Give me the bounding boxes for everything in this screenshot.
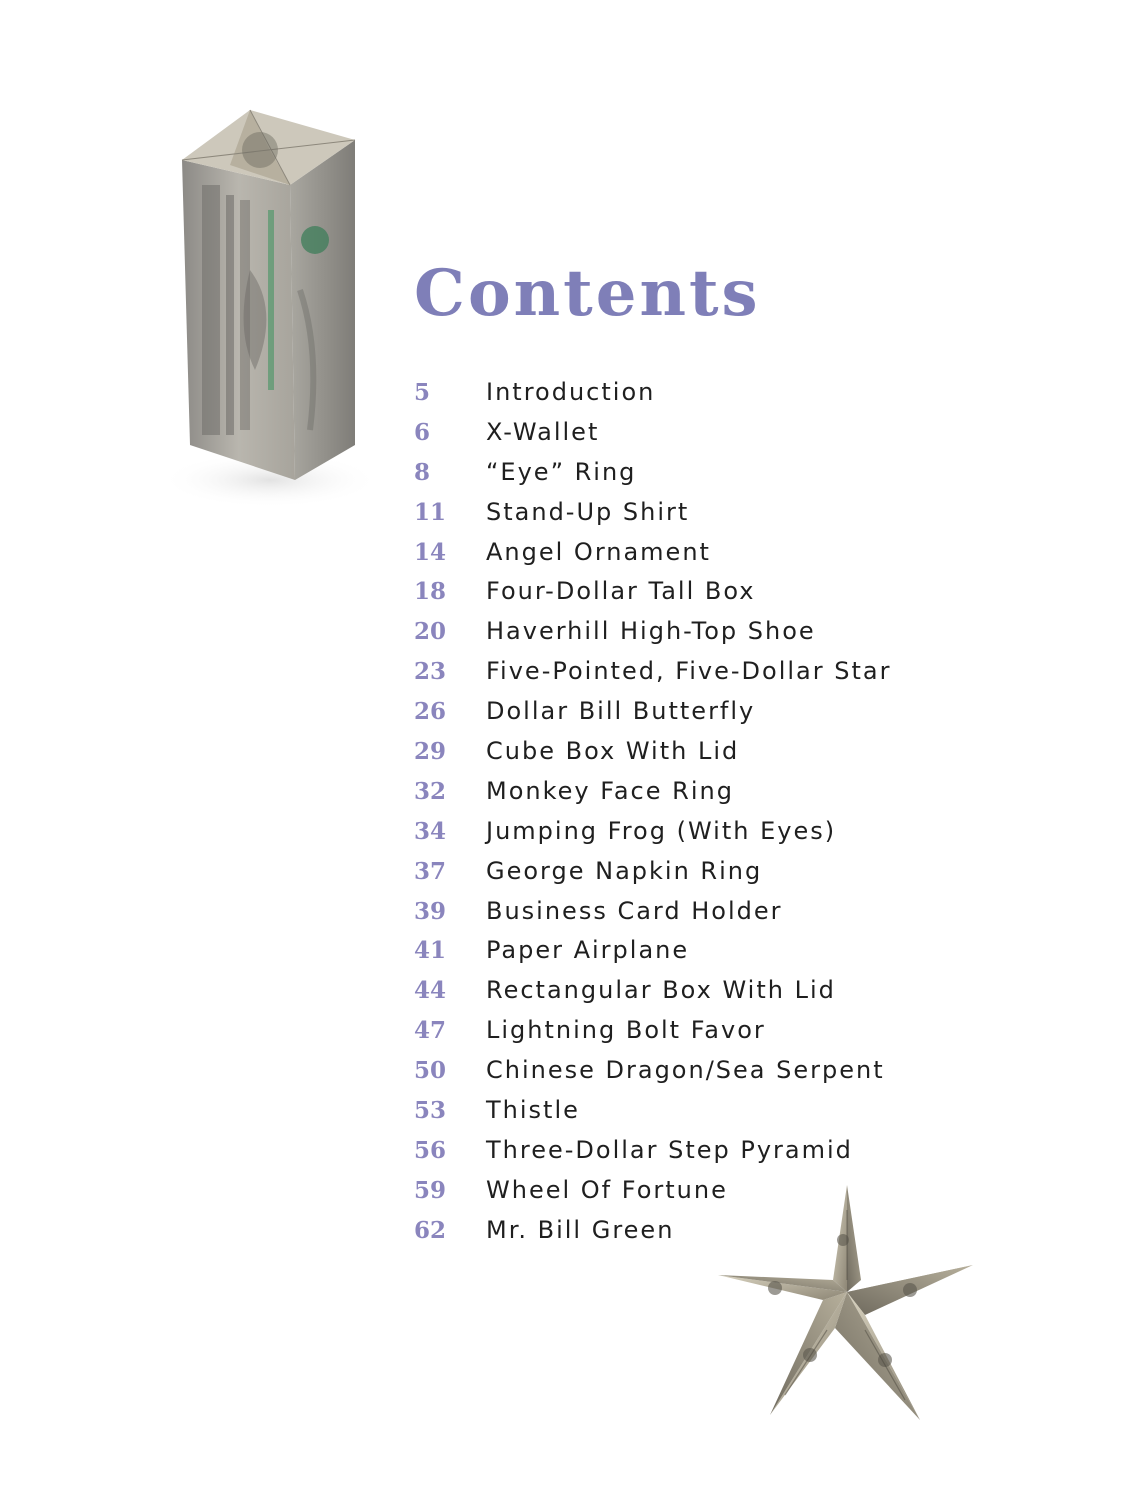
- toc-entry: [414, 931, 1014, 971]
- toc-page-number: 6: [414, 418, 431, 446]
- toc-page-number: 62: [414, 1216, 447, 1244]
- toc-title: Chinese Dragon/Sea Serpent: [486, 1056, 885, 1085]
- toc-title: Stand-Up Shirt: [486, 497, 690, 526]
- page-title: Contents: [414, 256, 761, 331]
- toc-entry: [414, 892, 1014, 932]
- toc-title: Angel Ornament: [486, 537, 711, 566]
- toc-page-number: 11: [414, 498, 447, 526]
- toc-title: Five-Pointed, Five-Dollar Star: [486, 657, 892, 686]
- folded-dollar-star-image: [715, 1180, 980, 1425]
- toc-title: Monkey Face Ring: [486, 776, 734, 805]
- toc-page-number: 50: [414, 1057, 447, 1085]
- toc-title: Haverhill High-Top Shoe: [486, 617, 816, 646]
- toc-entry: [414, 493, 1014, 533]
- toc-entry: [414, 1051, 1014, 1091]
- toc-title: Wheel Of Fortune: [486, 1175, 728, 1204]
- toc-entry: [414, 692, 1014, 732]
- toc-entry: [414, 572, 1014, 612]
- toc-page-number: 59: [414, 1176, 447, 1204]
- toc-page-number: 47: [414, 1017, 447, 1045]
- toc-title: Paper Airplane: [486, 936, 690, 965]
- toc-title: Jumping Frog (With Eyes): [486, 816, 837, 845]
- toc-page-number: 23: [414, 658, 447, 686]
- toc-title: George Napkin Ring: [486, 856, 763, 885]
- toc-title: Dollar Bill Butterfly: [486, 697, 756, 726]
- toc-entry: [414, 533, 1014, 573]
- toc-title: Business Card Holder: [486, 896, 783, 925]
- toc-page-number: 26: [414, 698, 447, 726]
- toc-page-number: 56: [414, 1136, 447, 1164]
- table-of-contents: [414, 373, 1014, 1251]
- toc-page-number: 29: [414, 738, 447, 766]
- toc-entry: [414, 652, 1014, 692]
- toc-title: Rectangular Box With Lid: [486, 976, 836, 1005]
- toc-entry: [414, 612, 1014, 652]
- toc-page-number: 41: [414, 937, 447, 965]
- toc-page-number: 44: [414, 977, 447, 1005]
- toc-entry: [414, 1131, 1014, 1171]
- toc-title: “Eye” Ring: [486, 457, 637, 486]
- toc-title: Mr. Bill Green: [486, 1215, 675, 1244]
- toc-title: Four-Dollar Tall Box: [486, 577, 756, 606]
- toc-page-number: 34: [414, 817, 447, 845]
- toc-title: Lightning Bolt Favor: [486, 1016, 766, 1045]
- toc-title: X-Wallet: [486, 417, 600, 446]
- folded-dollar-box-image: [150, 90, 380, 510]
- toc-title: Three-Dollar Step Pyramid: [486, 1135, 853, 1164]
- toc-title: Thistle: [486, 1096, 580, 1125]
- toc-entry: [414, 453, 1014, 493]
- toc-title: Introduction: [486, 378, 656, 406]
- toc-page-number: 32: [414, 777, 447, 805]
- toc-page-number: 18: [414, 578, 447, 606]
- toc-page-number: 20: [414, 618, 447, 646]
- toc-entry: [414, 732, 1014, 772]
- toc-entry: [414, 1011, 1014, 1051]
- toc-page-number: 37: [414, 857, 447, 885]
- toc-entry: [414, 971, 1014, 1011]
- toc-page-number: 5: [414, 379, 431, 406]
- toc-page-number: 14: [414, 538, 447, 566]
- toc-page-number: 8: [414, 458, 431, 486]
- toc-page-number: 39: [414, 897, 447, 925]
- toc-page-number: 53: [414, 1097, 447, 1125]
- toc-entry: [414, 852, 1014, 892]
- toc-entry: [414, 772, 1014, 812]
- toc-entry: [414, 812, 1014, 852]
- toc-title: Cube Box With Lid: [486, 737, 740, 766]
- toc-entry: [414, 373, 1014, 413]
- toc-entry: [414, 413, 1014, 453]
- toc-entry: [414, 1091, 1014, 1131]
